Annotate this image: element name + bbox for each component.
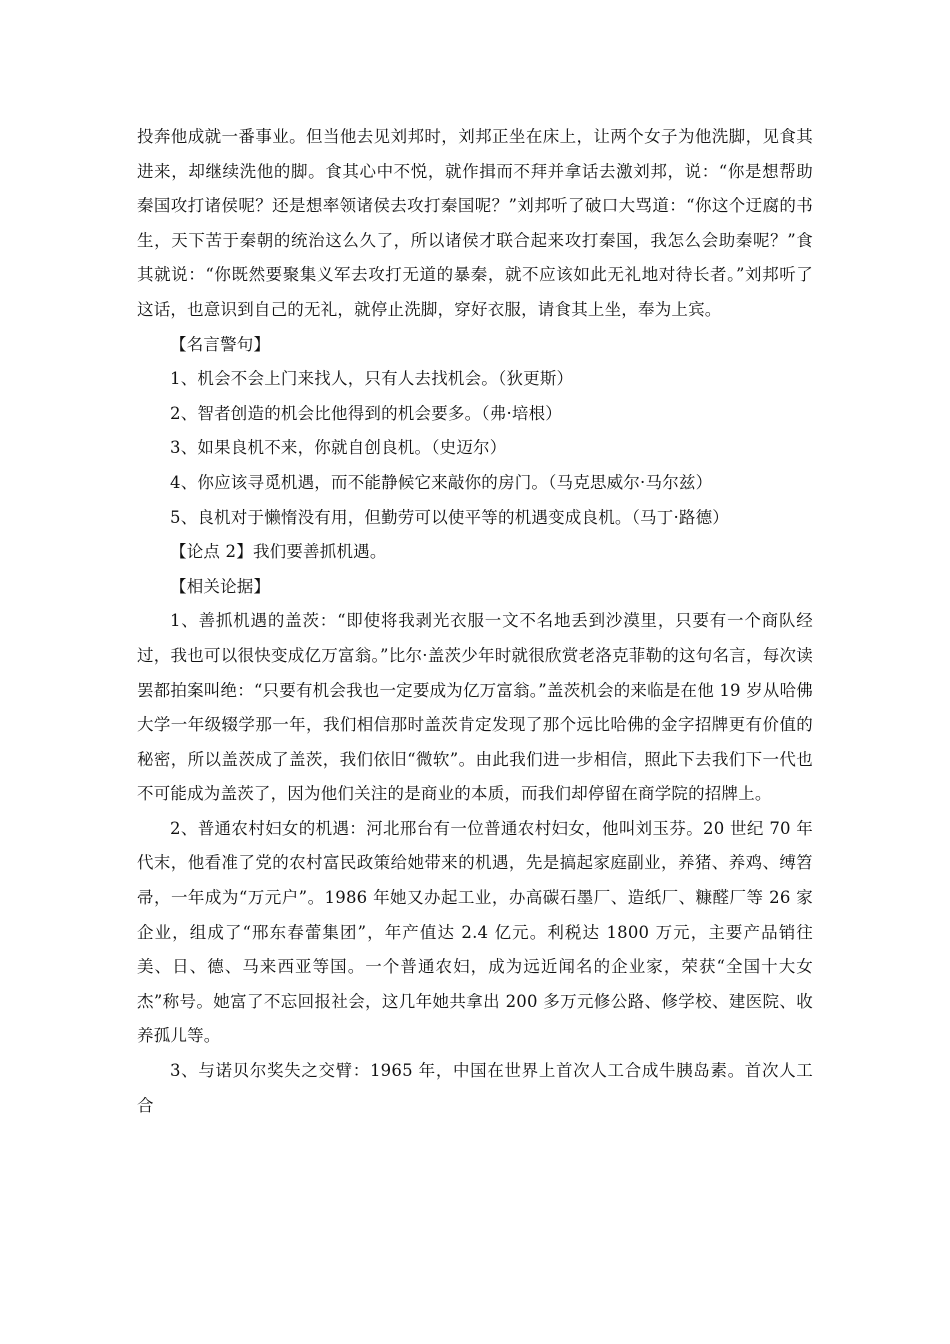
- quote-item-3: 3、如果良机不来，你就自创良机。（史迈尔）: [170, 438, 507, 458]
- quote-item-4: 4、你应该寻觅机遇，而不能静候它来敲你的房门。（马克思威尔·马尔兹）: [170, 472, 713, 492]
- section-heading-quotes: 【名言警句】: [170, 334, 271, 354]
- quote-item-1: 1、机会不会上门来找人，只有人去找机会。（狄更斯）: [170, 369, 574, 389]
- quote-item-2: 2、智者创造的机会比他得到的机会要多。（弗·培根）: [170, 403, 562, 423]
- evidence-item-1: 1、善抓机遇的盖茨：“即使将我剥光衣服一文不名地丢到沙漠里，只要有一个商队经过，我也可以很快变成亿万富翁。”比尔·盖茨少年时就很欣赏老洛克菲勒的这句名言，每次读罢都拍案叫绝：“只要有机会我也一定要成为亿万富翁。”盖茨机会的来临是在他 19 岁从哈佛大学一年级辍学那一年，我们相信那时盖茨肯定发现了那个远比哈佛的金字招牌更有价值的秘密，所以盖茨成了盖茨，我们依旧“微软”。由此我们进一步相信，照此下去我们下一代也不可能成为盖茨了，因为他们关注的是商业的本质，而我们却停留在商学院的招牌上。: [137, 611, 813, 804]
- paragraph-story-continuation: 投奔他成就一番事业。但当他去见刘邦时，刘邦正坐在床上，让两个女子为他洗脚，见食其进来，却继续洗他的脚。食其心中不悦，就作揖而不拜并拿话去激刘邦，说：“你是想帮助秦国攻打诸侯呢？还是想率领诸侯去攻打秦国呢？”刘邦听了破口大骂道：“你这个迂腐的书生，天下苦于秦朝的统治这么久了，所以诸侯才联合起来攻打秦国，我怎么会助秦呢？”食其就说：“你既然要聚集义军去攻打无道的暴秦，就不应该如此无礼地对待长者。”刘邦听了这话，也意识到自己的无礼，就停止洗脚，穿好衣服，请食其上坐，奉为上宾。: [137, 127, 813, 319]
- document-page: [137, 120, 813, 1123]
- section-heading-evidence: 【相关论据】: [170, 576, 271, 596]
- quote-item-5: 5、良机对于懒惰没有用，但勤劳可以使平等的机遇变成良机。（马丁·路德）: [170, 507, 729, 527]
- section-heading-argument-2: 【论点 2】我们要善抓机遇。: [170, 542, 387, 562]
- evidence-item-3: 3、与诺贝尔奖失之交臂：1965 年，中国在世界上首次人工合成牛胰岛素。首次人工合: [137, 1061, 813, 1115]
- evidence-item-2: 2、普通农村妇女的机遇：河北邢台有一位普通农村妇女，他叫刘玉芬。20 世纪 70 年代末，他看准了党的农村富民政策给她带来的机遇，先是搞起家庭副业，养猪、养鸡、缚笤帚，一年成为“万元户”。1986 年她又办起工业，办高碳石墨厂、造纸厂、糠醛厂等 26 家企业，组成了“邢东春蕾集团”，年产值达 2.4 亿元。利税达 1800 万元，主要产品销往美、日、德、马来西亚等国。一个普通农妇，成为远近闻名的企业家，荣获“全国十大女杰”称号。她富了不忘回报社会，这几年她共拿出 200 多万元修公路、修学校、建医院、收养孤儿等。: [137, 818, 813, 1046]
